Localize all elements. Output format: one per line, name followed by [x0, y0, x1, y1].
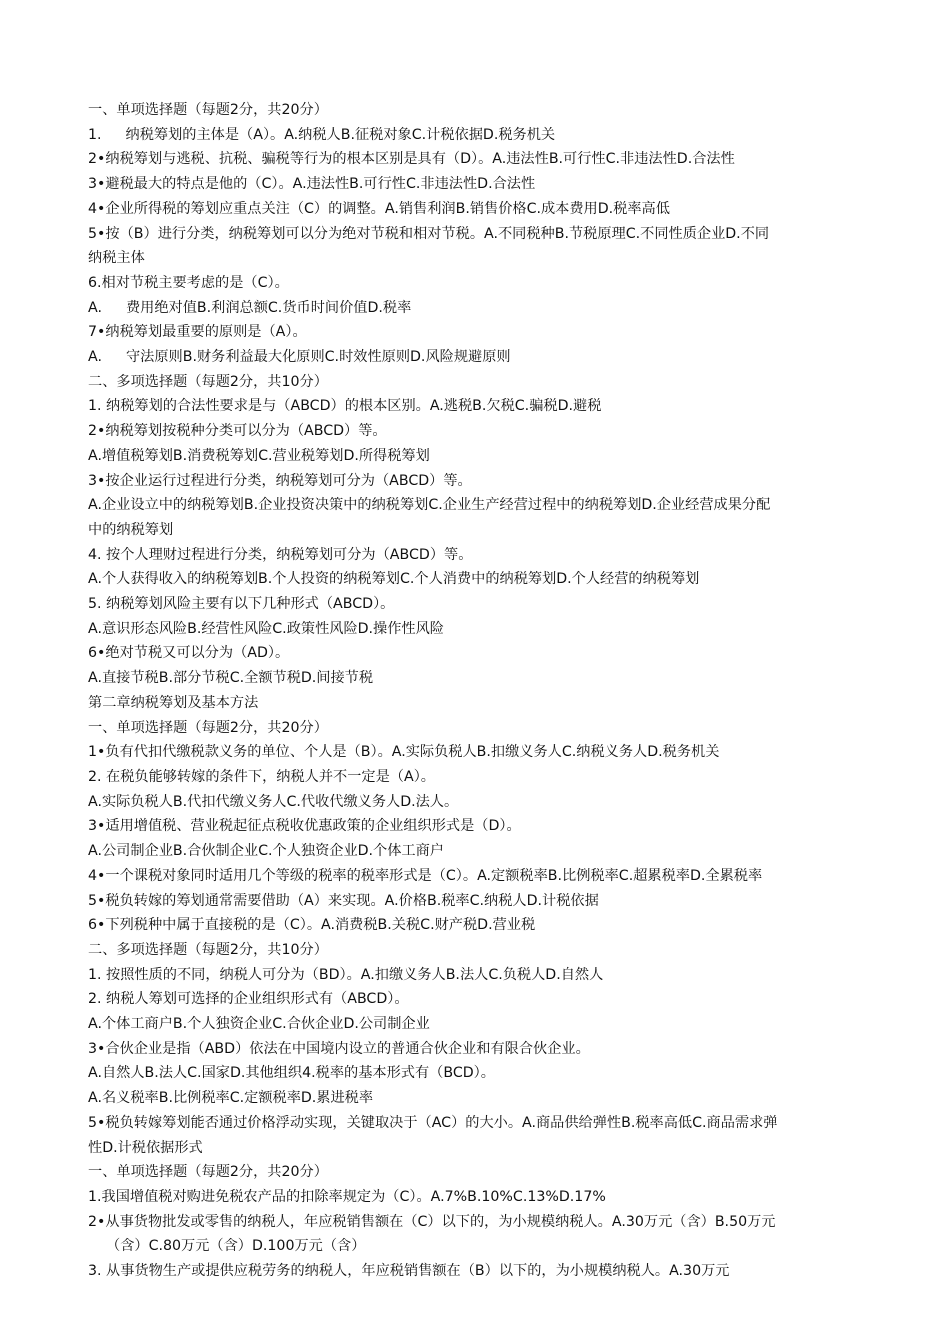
item-number: 1. — [88, 126, 102, 143]
option-line-continued: 中的纳税筹划 — [88, 521, 174, 538]
question-line: 5•税负转嫁的筹划通常需要借助（A）来实现。A.价格B.税率C.纳税人D.计税依据 — [88, 892, 599, 909]
question-line: 7•纳税筹划最重要的原则是（A）。 — [88, 324, 307, 341]
question-line: 4•一个课税对象同时适用几个等级的税率的税率形式是（C）。A.定额税率B.比例税率C.超累税率D.全累税率 — [88, 867, 763, 884]
question-line: 2. 在税负能够转嫁的条件下，纳税人并不一定是（A）。 — [88, 768, 435, 785]
question-line: 2•纳税筹划与逃税、抗税、骗税等行为的根本区别是具有（D）。A.违法性B.可行性C.非违法性D.合法性 — [88, 151, 735, 168]
item-number: A. — [88, 349, 102, 366]
option-line: A.实际负税人B.代扣代缴义务人C.代收代缴义务人D.法人。 — [88, 793, 459, 810]
option-line: A.个人获得收入的纳税筹划B.个人投资的纳税筹划C.个人消费中的纳税筹划D.个人经营的纳税筹划 — [88, 571, 700, 588]
question-line: 1.我国增值税对购进免税农产品的扣除率规定为（C）。A.7%B.10%C.13%D.17% — [88, 1188, 606, 1205]
option-line: A.意识形态风险B.经营性风险C.政策性风险D.操作性风险 — [88, 620, 444, 637]
question-line: 3. 从事货物生产或提供应税劳务的纳税人，年应税销售额在（B）以下的，为小规模纳税人。A.30万元 — [88, 1263, 730, 1280]
section-heading: 一、单项选择题（每题2分，共20分） — [88, 102, 328, 118]
question-line: 2•纳税筹划按税种分类可以分为（ABCD）等。 — [88, 423, 387, 440]
section-heading: 二、多项选择题（每题2分，共10分） — [88, 941, 328, 958]
question-line: 3•避税最大的特点是他的（C）。A.违法性B.可行性C.非违法性D.合法性 — [88, 176, 536, 193]
item-text: 守法原则B.财务利益最大化原则C.时效性原则D.风险规避原则 — [125, 349, 511, 366]
question-line-continued: 纳税主体 — [88, 250, 145, 267]
item-text: 纳税筹划的主体是（A）。A.纳税人B.征税对象C.计税依据D.税务机关 — [125, 126, 556, 143]
question-line-continued: （含）C.80万元（含）D.100万元（含） — [106, 1238, 366, 1255]
option-line — [88, 296, 910, 321]
question-line: 3•合伙企业是指（ABD）依法在中国境内设立的普通合伙企业和有限合伙企业。 — [88, 1040, 590, 1057]
option-line: A.直接节税B.部分节税C.全额节税D.间接节税 — [88, 670, 374, 687]
question-line: 4. 按个人理财过程进行分类，纳税筹划可分为（ABCD）等。 — [88, 546, 473, 563]
option-line: A.个体工商户B.个人独资企业C.合伙企业D.公司制企业 — [88, 1016, 430, 1033]
option-line: A.公司制企业B.合伙制企业C.个人独资企业D.个体工商户 — [88, 843, 444, 860]
question-line — [88, 123, 910, 148]
question-line: 3•按企业运行过程进行分类，纳税筹划可分为（ABCD）等。 — [88, 472, 472, 489]
question-line: 6•绝对节税又可以分为（AD）。 — [88, 645, 290, 662]
question-line-continued: 性D.计税依据形式 — [88, 1139, 203, 1156]
item-text: 费用绝对值B.利润总额C.货币时间价值D.税率 — [125, 299, 412, 316]
question-line: 1•负有代扣代缴税款义务的单位、个人是（B）。A.实际负税人B.扣缴义务人C.纳税义务人D.税务机关 — [88, 744, 720, 761]
question-line: 1. 按照性质的不同，纳税人可分为（BD）。A.扣缴义务人B.法人C.负税人D.自然人 — [88, 966, 604, 983]
option-line: A.企业设立中的纳税筹划B.企业投资决策中的纳税筹划C.企业生产经营过程中的纳税筹划D.企业经营成果分配 — [88, 497, 771, 514]
question-line: 4•企业所得税的筹划应重点关注（C）的调整。A.销售利润B.销售价格C.成本费用D.税率高低 — [88, 200, 670, 217]
section-heading: 一、单项选择题（每题2分，共20分） — [88, 719, 328, 736]
question-line: 2. 纳税人筹划可选择的企业组织形式有（ABCD）。 — [88, 991, 409, 1008]
option-line — [88, 345, 910, 370]
question-line: 2•从事货物批发或零售的纳税人，年应税销售额在（C）以下的，为小规模纳税人。A.30万元（含）B.50万元 — [88, 1213, 776, 1230]
option-line: A.名义税率B.比例税率C.定额税率D.累进税率 — [88, 1090, 374, 1107]
question-line: 5•按（B）进行分类，纳税筹划可以分为绝对节税和相对节税。A.不同税种B.节税原理C.不同性质企业D.不同 — [88, 225, 770, 242]
option-line: A.增值税筹划B.消费税筹划C.营业税筹划D.所得税筹划 — [88, 447, 430, 464]
question-line: 5. 纳税筹划风险主要有以下几种形式（ABCD）。 — [88, 596, 395, 613]
question-line: 1. 纳税筹划的合法性要求是与（ABCD）的根本区别。A.逃税B.欠税C.骗税D.避税 — [88, 398, 602, 415]
section-heading: 一、单项选择题（每题2分，共20分） — [88, 1164, 328, 1181]
item-number: A. — [88, 299, 102, 316]
chapter-title: 第二章纳税筹划及基本方法 — [88, 694, 259, 711]
question-line: 6.相对节税主要考虑的是（C）。 — [88, 274, 289, 291]
option-line: A.自然人B.法人C.国家D.其他组织4.税率的基本形式有（BCD）。 — [88, 1065, 495, 1082]
question-line: 3•适用增值税、营业税起征点税收优惠政策的企业组织形式是（D）。 — [88, 818, 521, 835]
question-line: 6•下列税种中属于直接税的是（C）。A.消费税B.关税C.财产税D.营业税 — [88, 917, 536, 934]
section-heading: 二、多项选择题（每题2分，共10分） — [88, 373, 328, 390]
question-line: 5•税负转嫁筹划能否通过价格浮动实现，关键取决于（AC）的大小。A.商品供给弹性B.税率高低C.商品需求弹 — [88, 1114, 778, 1131]
